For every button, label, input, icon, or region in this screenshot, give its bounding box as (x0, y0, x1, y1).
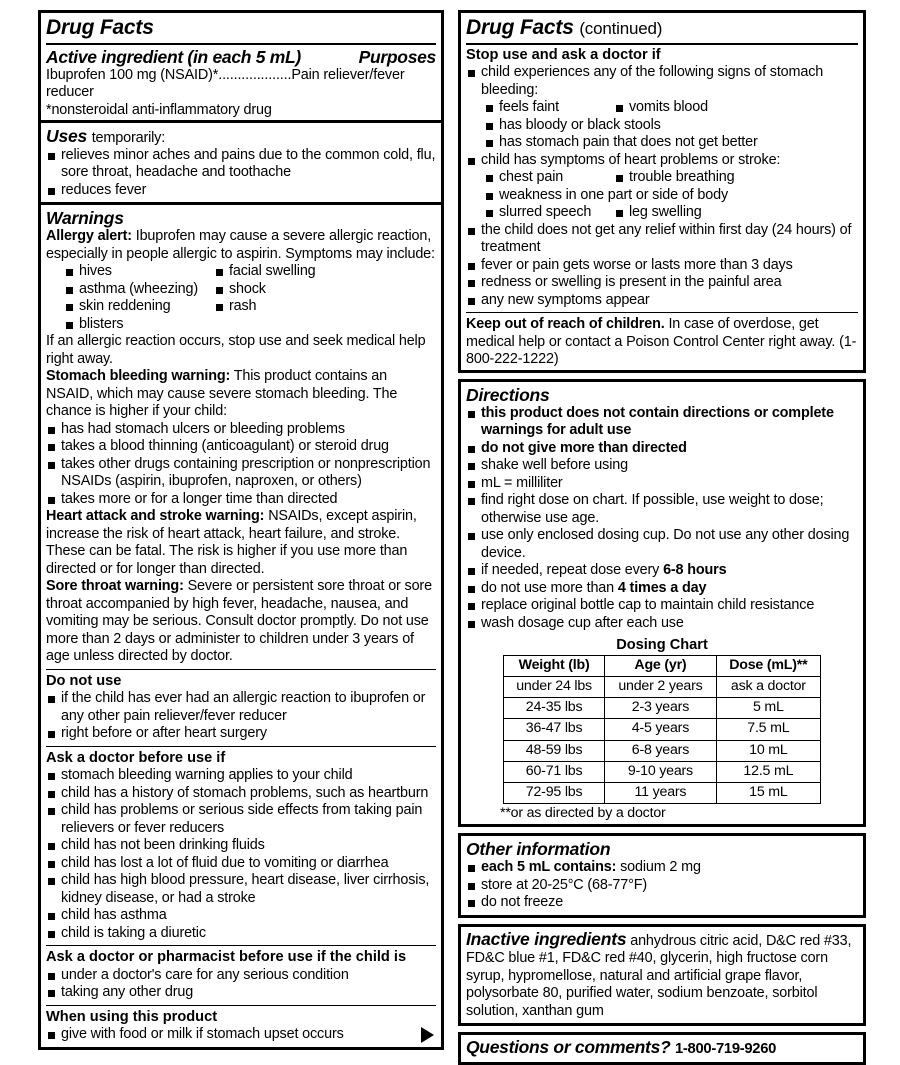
stop-use-heading: Stop use and ask a doctor if (466, 46, 661, 63)
uses-heading-text: Uses (46, 126, 88, 147)
list-item: child has high blood pressure, heart disease, liver cirrhosis, kidney disease, or had a stroke (46, 872, 436, 907)
cell-age: 4-5 years (605, 719, 717, 740)
ask-doctor-list (46, 767, 436, 942)
page-title: Drug Facts (46, 16, 154, 39)
uses-heading-suffix: temporarily: (91, 130, 166, 147)
heart-attack-text: NSAIDs, except aspirin, increase the risk of heart attack, heart failure, and stroke. These can be fatal. The risk is higher if you use more than directed or for longer than directed. (46, 508, 417, 577)
other-information-heading: Other information (466, 838, 611, 859)
allergy-alert (46, 228, 436, 263)
list-item: weakness in one part or side of body (466, 187, 858, 205)
heart-symptoms-full (466, 187, 858, 205)
right-triangle-icon (421, 1027, 434, 1043)
stomach-bleeding-warning (46, 368, 436, 421)
active-ingredient-line: Ibuprofen 100 mg (NSAID)*...................Pain reliever/fever reducer (46, 66, 405, 101)
warnings-heading: Warnings (46, 208, 124, 229)
list-item: stomach bleeding warning applies to your child (46, 767, 436, 785)
active-ingredient-heading: Active ingredient (in each 5 mL) (46, 46, 301, 67)
stomach-signs-full (466, 117, 858, 152)
list-item-bold: each 5 mL contains: (481, 859, 617, 876)
dosing-chart-footnote: **or as directed by a doctor (500, 804, 666, 821)
cell-weight: 60-71 lbs (504, 761, 605, 782)
table-row (504, 677, 821, 698)
left-column (38, 10, 444, 1043)
list-item-bold-tail: 4 times a day (617, 579, 707, 596)
list-item: skin reddening (46, 298, 214, 316)
column-header-age: Age (yr) (605, 656, 717, 677)
divider (46, 746, 436, 747)
directions-box (458, 379, 866, 827)
list-item: hives (46, 263, 214, 281)
keep-out-text: In case of overdose, get medical help or contact a Poison Control Center right away. (1-800-222-1222) (466, 316, 857, 368)
list-item: has bloody or black stools (466, 117, 858, 135)
list-item: right before or after heart surgery (46, 725, 436, 743)
list-item: feels faint (466, 99, 614, 117)
questions-row (466, 1037, 858, 1059)
cell-dose: 10 mL (716, 740, 820, 761)
list-item: vomits blood (614, 99, 708, 117)
list-item: shock (214, 281, 316, 299)
cell-weight: 24-35 lbs (504, 698, 605, 719)
column-header-weight: Weight (lb) (504, 656, 605, 677)
list-item: child has lost a lot of fluid due to vomiting or diarrhea (46, 855, 436, 873)
questions-box (458, 1032, 866, 1065)
active-ingredient-heading-row (46, 47, 436, 67)
table-row (504, 782, 821, 803)
list-item: do not freeze (466, 894, 858, 912)
list-item: child has not been drinking fluids (46, 837, 436, 855)
list-item: child has a history of stomach problems, such as heartburn (46, 785, 436, 803)
sore-throat-text: Severe or persistent sore throat or sore throat accompanied by high fever, headache, nausea, and vomiting may be serious. Consult doctor promptly. Do not use more than 2 days or administer to children under 3 years of age unless directed by doctor. (46, 578, 432, 665)
cell-dose: 12.5 mL (716, 761, 820, 782)
list-item: rash (214, 298, 316, 316)
inactive-ingredients (466, 929, 858, 1021)
inactive-ingredients-box (458, 924, 866, 1027)
cell-dose: 5 mL (716, 698, 820, 719)
divider (46, 43, 436, 45)
heart-symptoms-col1 (466, 169, 614, 187)
list-item: any new symptoms appear (466, 292, 858, 310)
list-item-text: do not use more than (481, 579, 618, 596)
list-item: use only enclosed dosing cup. Do not use any other dosing device. (466, 527, 858, 562)
divider (46, 1005, 436, 1006)
list-item: redness or swelling is present in the painful area (466, 274, 858, 292)
warnings-box (38, 205, 444, 1050)
list-item-bold-tail: 6-8 hours (663, 562, 727, 579)
cell-age: under 2 years (605, 677, 717, 698)
drug-facts-header-box (38, 10, 444, 123)
heart-attack-label: Heart attack and stroke warning: (46, 508, 265, 525)
do-not-use-list (46, 690, 436, 743)
list-item: facial swelling (214, 263, 316, 281)
list-item: store at 20-25°C (68-77°F) (466, 877, 858, 895)
allergy-alert-label: Allergy alert: (46, 228, 132, 245)
cell-age: 9-10 years (605, 761, 717, 782)
page-title-text: Drug Facts (466, 16, 574, 39)
table-row (504, 698, 821, 719)
list-item-text: sodium 2 mg (616, 859, 701, 876)
list-item: mL = milliliter (466, 475, 858, 493)
list-item: has had stomach ulcers or bleeding problems (46, 421, 436, 439)
list-item: trouble breathing (614, 169, 734, 187)
column-header-dose: Dose (mL)** (716, 656, 820, 677)
list-item: takes more or for a longer time than directed (46, 491, 436, 509)
list-item: reduces fever (46, 182, 436, 200)
list-item: the child does not get any relief within first day (24 hours) of treatment (466, 222, 858, 257)
list-item: takes other drugs containing prescription or nonprescription NSAIDs (aspirin, ibuprofen, naproxen, or others) (46, 456, 436, 491)
ask-pharmacist-list (46, 967, 436, 1002)
sore-throat-label: Sore throat warning: (46, 578, 184, 595)
divider (46, 945, 436, 946)
list-item: taking any other drug (46, 984, 436, 1002)
cell-age: 6-8 years (605, 740, 717, 761)
table-row (504, 761, 821, 782)
cell-weight: under 24 lbs (504, 677, 605, 698)
uses-heading (46, 126, 436, 147)
cell-age: 2-3 years (605, 698, 717, 719)
directions-list (466, 405, 858, 633)
ask-pharmacist-heading: Ask a doctor or pharmacist before use if the child is (46, 949, 407, 966)
cell-weight: 72-95 lbs (504, 782, 605, 803)
list-item: relieves minor aches and pains due to the common cold, flu, sore throat, headache and toothache (46, 147, 436, 182)
list-item (466, 859, 858, 877)
inactive-ingredients-text: anhydrous citric acid, D&C red #33, FD&C blue #1, FD&C red #40, glycerin, high fructose corn syrup, hypromellose, natural and artificial grape flavor, polysorbate 80, purified water, sodium benzoate, sorbitol solution, xanthan gum (466, 932, 852, 1019)
list-item: find right dose on chart. If possible, use weight to dose; otherwise use age. (466, 492, 858, 527)
list-item: child has asthma (46, 907, 436, 925)
stop-use-rest-list (466, 222, 858, 310)
right-column (458, 10, 866, 1058)
allergy-symptoms-col2 (214, 263, 316, 333)
divider (46, 669, 436, 670)
cell-weight: 48-59 lbs (504, 740, 605, 761)
list-item: child has problems or serious side effects from taking pain relievers or fever reducers (46, 802, 436, 837)
keep-out-label: Keep out of reach of children. (466, 316, 665, 333)
keep-out-of-reach (466, 316, 858, 369)
purposes-heading: Purposes (358, 46, 436, 67)
heart-symptoms-col1b (466, 204, 614, 222)
list-item: asthma (wheezing) (46, 281, 214, 299)
cell-weight: 36-47 lbs (504, 719, 605, 740)
list-item: child has symptoms of heart problems or stroke: (466, 152, 858, 170)
stop-use-box (458, 10, 866, 373)
page-title-continued (466, 15, 858, 42)
heart-symptoms-pair-2 (466, 204, 858, 222)
when-using-list (46, 1026, 436, 1044)
cell-age: 11 years (605, 782, 717, 803)
cell-dose: ask a doctor (716, 677, 820, 698)
list-item: shake well before using (466, 457, 858, 475)
stop-use-list (466, 64, 858, 99)
allergy-symptoms-col1 (46, 263, 214, 333)
heart-symptoms-col2 (614, 169, 734, 187)
heart-symptoms-intro (466, 152, 858, 170)
list-item: replace original bottle cap to maintain child resistance (466, 597, 858, 615)
stomach-signs-col1 (466, 99, 614, 117)
sore-throat-warning (46, 578, 436, 666)
list-item: wash dosage cup after each use (466, 615, 858, 633)
heart-symptoms-col2b (614, 204, 702, 222)
list-item: fever or pain gets worse or lasts more than 3 days (466, 257, 858, 275)
list-item: if the child has ever had an allergic reaction to ibuprofen or any other pain reliever/fever reducer (46, 690, 436, 725)
dosing-chart-title: Dosing Chart (616, 637, 708, 654)
list-item: child experiences any of the following signs of stomach bleeding: (466, 64, 858, 99)
questions-heading: Questions or comments? (466, 1037, 671, 1058)
stomach-signs-col2 (614, 99, 708, 117)
stomach-bleeding-label: Stomach bleeding warning: (46, 368, 231, 385)
list-item: leg swelling (614, 204, 702, 222)
list-item-text: if needed, repeat dose every (481, 562, 664, 579)
table-row (504, 719, 821, 740)
cell-dose: 15 mL (716, 782, 820, 803)
uses-list (46, 147, 436, 200)
heart-attack-warning (46, 508, 436, 578)
list-item: slurred speech (466, 204, 614, 222)
list-item: has stomach pain that does not get better (466, 134, 858, 152)
do-not-use-heading: Do not use (46, 672, 122, 689)
when-using-heading: When using this product (46, 1008, 218, 1025)
divider (466, 312, 858, 313)
uses-box (38, 123, 444, 205)
inactive-ingredients-heading: Inactive ingredients (466, 928, 627, 949)
list-item: do not give more than directed (466, 440, 858, 458)
allergy-alert-text: Ibuprofen may cause a severe allergic reaction, especially in people allergic to aspirin. Symptoms may include: (46, 228, 435, 262)
list-item: blisters (46, 316, 214, 334)
table-header-row (504, 656, 821, 677)
stomach-bleeding-text: This product contains an NSAID, which may cause severe stomach bleeding. The chance is higher if your child: (46, 368, 398, 420)
allergy-symptoms-columns (46, 263, 436, 333)
list-item: under a doctor's care for any serious condition (46, 967, 436, 985)
active-ingredient-footnote: *nonsteroidal anti-inflammatory drug (46, 101, 272, 118)
continued-label: (continued) (579, 19, 663, 38)
dosing-chart-table (503, 655, 821, 804)
questions-phone[interactable]: 1-800-719-9260 (674, 1041, 777, 1058)
ask-doctor-heading: Ask a doctor before use if (46, 749, 226, 766)
stomach-bleeding-list (46, 421, 436, 509)
other-information-list (466, 859, 858, 912)
list-item: this product does not contain directions or complete warnings for adult use (466, 405, 858, 440)
heart-symptoms-pair-1 (466, 169, 858, 187)
list-item (466, 580, 858, 598)
list-item: give with food or milk if stomach upset occurs (46, 1026, 436, 1044)
list-item: child is taking a diuretic (46, 925, 436, 943)
allergy-after-text: If an allergic reaction occurs, stop use and seek medical help right away. (46, 333, 426, 367)
table-row (504, 740, 821, 761)
list-item: takes a blood thinning (anticoagulant) or steroid drug (46, 438, 436, 456)
directions-heading: Directions (466, 384, 550, 405)
list-item (466, 562, 858, 580)
stomach-signs-pair (466, 99, 858, 117)
list-item: chest pain (466, 169, 614, 187)
divider (466, 43, 858, 45)
other-information-box (458, 833, 866, 918)
cell-dose: 7.5 mL (716, 719, 820, 740)
